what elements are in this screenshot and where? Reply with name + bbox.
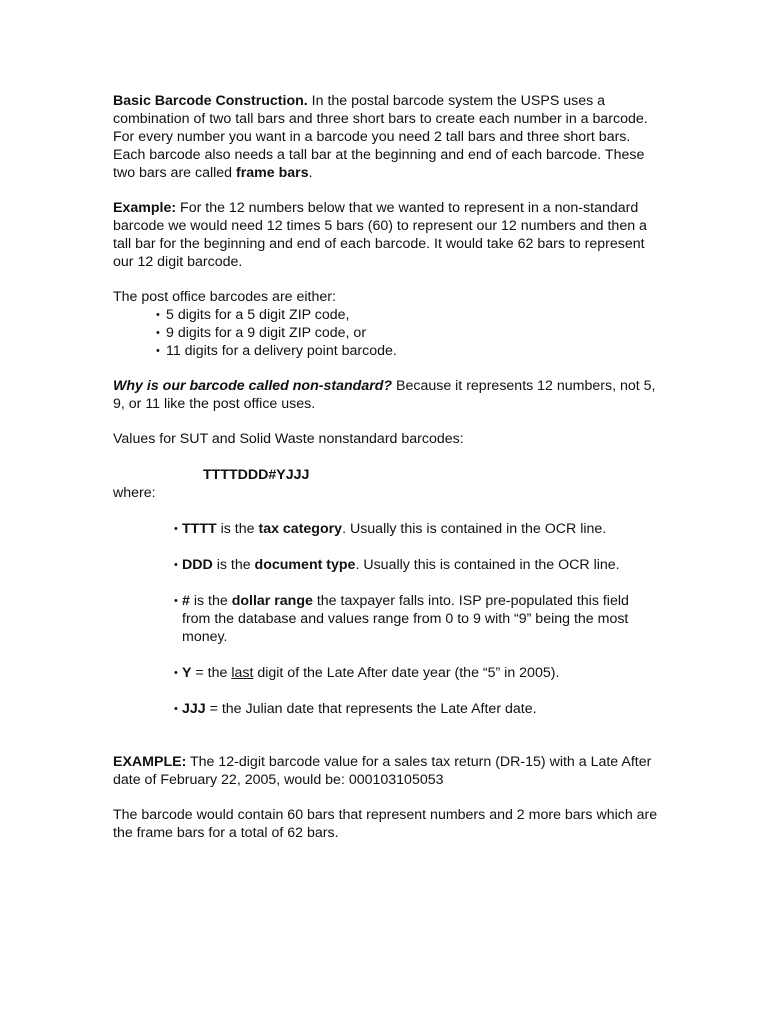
document-body	[113, 92, 658, 842]
frame-bars-term: frame bars	[236, 165, 309, 181]
definition-ddd: • DDD is the document type. Usually this is contained in the OCR line.	[174, 556, 658, 574]
intro-heading: Basic Barcode Construction.	[113, 93, 308, 109]
why-paragraph	[113, 377, 658, 413]
where-label: where:	[113, 485, 156, 501]
barcode-format: TTTTDDD#YJJJ	[203, 467, 310, 483]
example2-label: EXAMPLE:	[113, 754, 187, 770]
example-paragraph	[113, 199, 658, 271]
example2-text: The 12-digit barcode value for a sales tax return (DR-15) with a Late After date of February 22, 2005, would be: 000103105053	[113, 754, 652, 788]
list-item: • 9 digits for a 9 digit ZIP code, or	[156, 324, 658, 342]
example-label: Example:	[113, 200, 177, 216]
intro-period: .	[308, 165, 313, 181]
postoffice-lead: The post office barcodes are either:	[113, 289, 336, 305]
definition-jjj: • JJJ = the Julian date that represents the Late After date.	[174, 700, 658, 718]
postoffice-list	[113, 306, 658, 360]
closing-paragraph: The barcode would contain 60 bars that represent numbers and 2 more bars which are the frame bars for a total of 62 bars.	[113, 807, 658, 841]
list-item: • 11 digits for a delivery point barcode.	[156, 342, 658, 360]
definition-y: • Y = the last digit of the Late After date year (the “5” in 2005).	[174, 664, 658, 682]
values-lead: Values for SUT and Solid Waste nonstandard barcodes:	[113, 431, 464, 447]
example2-paragraph	[113, 753, 658, 789]
why-question: Why is our barcode called non-standard?	[113, 378, 393, 394]
definition-hash: • # is the dollar range the taxpayer falls into. ISP pre-populated this field from the database and values range from 0 to 9 with “9” being the most money.	[174, 592, 658, 646]
example-text: For the 12 numbers below that we wanted to represent in a non-standard barcode we would need 12 times 5 bars (60) to represent our 12 numbers and then a tall bar for the beginning and end of each barcode. It would take 62 bars to represent our 12 digit barcode.	[113, 200, 647, 270]
intro-paragraph	[113, 92, 658, 182]
list-item: • 5 digits for a 5 digit ZIP code,	[156, 306, 658, 324]
intro-text: In the postal barcode system the USPS uses a combination of two tall bars and three short bars to create each number in a barcode. For every number you want in a barcode you need 2 tall bars and three short bars. Each barcode also needs a tall bar at the beginning and end of each barcode. These two bars are called	[113, 93, 648, 181]
definition-tttt: • TTTT is the tax category. Usually this is contained in the OCR line.	[174, 520, 658, 538]
why-answer: Because it represents 12 numbers, not 5, 9, or 11 like the post office uses.	[113, 378, 656, 412]
definitions-list	[113, 520, 658, 718]
